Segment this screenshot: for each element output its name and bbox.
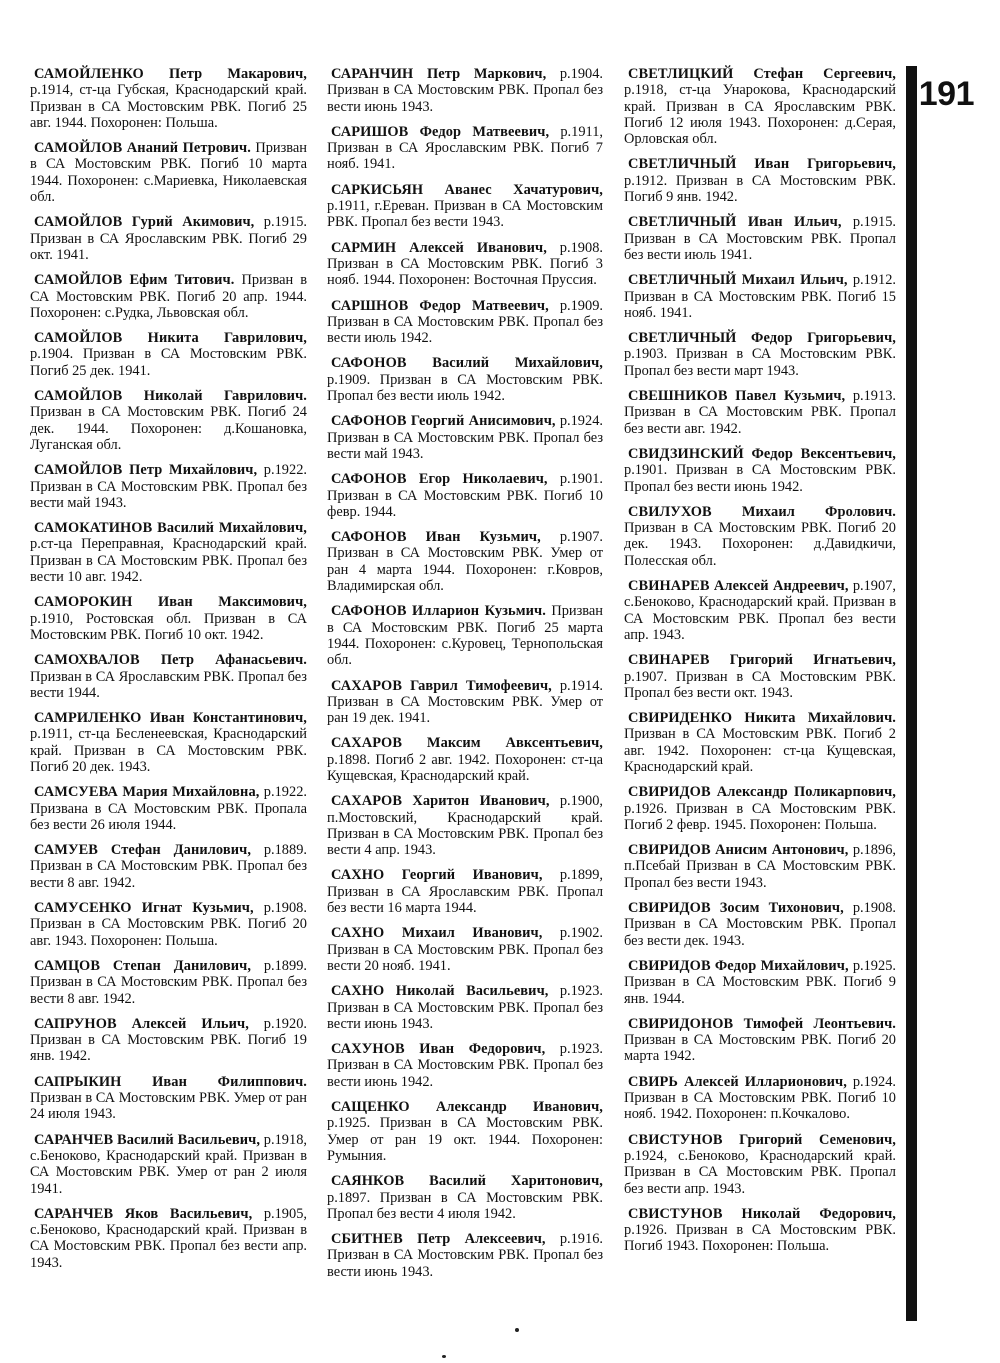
entry-text: р.1903. Призван в СА Мостовским РВК. Пропал без вести март 1943. <box>624 346 896 379</box>
memorial-entry <box>30 842 307 891</box>
memorial-entry <box>624 842 896 891</box>
memorial-entry <box>624 66 896 147</box>
memorial-entry <box>30 272 307 321</box>
memorial-entry <box>327 1173 603 1222</box>
entry-name: САХНО Михаил Иванович, <box>331 925 543 942</box>
memorial-entry <box>327 471 603 520</box>
entry-text: Призван в СА Мостовским РВК. Погиб 10 марта 1944. Похоронен: с.Мариевка, Николаевская обл. <box>30 140 307 206</box>
entry-text: р.1896, п.Псебай Призван в СА Мостовским РВК. Пропал без вести 1943. <box>624 842 896 891</box>
memorial-entry <box>30 1132 307 1197</box>
entry-text: Призван в СА Ярославским РВК. Пропал без вести 1944. <box>30 668 307 701</box>
entry-text: р.1911, г.Ереван. Призван в СА Мостовским РВК. Пропал без вести 1943. <box>327 198 603 231</box>
entry-text: р.1898. Погиб 2 авг. 1942. Похоронен: ст-ца Кущевская, Краснодарский край. <box>327 751 603 784</box>
entry-name: САМОКАТИНОВ Василий Михайлович, <box>34 520 307 537</box>
entry-name: СВИЛУХОВ Михаил Фролович. <box>628 503 896 520</box>
entry-name: САРАНЧИН Петр Маркович, <box>331 66 547 82</box>
memorial-entry <box>327 529 603 594</box>
entry-text: Призван в СА Мостовским РВК. Погиб 20 марта 1942. <box>624 1032 896 1065</box>
text-column-3 <box>624 66 896 1264</box>
print-speck <box>515 1328 519 1332</box>
entry-text: р.1918, ст-ца Унарокова, Краснодарский край. Призван в СА Ярославским РВК. Погиб 12 июля 1943. Похоронен: д.Серая, Орловская обл. <box>624 82 896 148</box>
memorial-entry <box>30 66 307 131</box>
memorial-entry <box>327 1041 603 1090</box>
memorial-entry <box>30 388 307 453</box>
memorial-entry <box>30 900 307 949</box>
entry-text: р.1909. Призван в СА Мостовским РВК. Пропал без вести июль 1942. <box>327 371 603 405</box>
memorial-entry <box>30 330 307 379</box>
memorial-entry <box>624 1206 896 1255</box>
entry-text: р.1901. Призван в СА Мостовским РВК. Погиб 10 февр. 1944. <box>327 471 603 520</box>
entry-text: р.1904. Призван в СА Мостовским РВК. Пропал без вести июнь 1943. <box>327 66 603 115</box>
entry-text: Призван в СА Мостовским РВК. Погиб 24 дек. 1944. Похоронен: д.Кошановка, Луганская обл. <box>30 404 307 453</box>
entry-text: р.1907. Призван в СА Мостовским РВК. Пропал без вести окт. 1943. <box>624 668 896 701</box>
entry-name: СВЕТЛИЧНЫЙ Михаил Ильич, <box>628 272 848 289</box>
entry-name: САМЦОВ Степан Данилович, <box>34 957 252 974</box>
entry-text: р.1923. Призван в СА Мостовским РВК. Пропал без вести июнь 1942. <box>327 1041 603 1090</box>
entry-name: САРАНЧЕВ Василий Васильевич, <box>34 1131 261 1148</box>
entry-name: САФОНОВ Иван Кузьмич, <box>331 529 541 546</box>
memorial-entry <box>327 678 603 727</box>
entry-name: САРКИСЬЯН Аванес Хачатурович, <box>331 181 603 198</box>
memorial-entry <box>327 1099 603 1164</box>
memorial-entry <box>624 1074 896 1123</box>
entry-text: р.1923. Призван в СА Мостовским РВК. Пропал без вести июнь 1943. <box>327 983 603 1032</box>
entry-name: САМРИЛЕНКО Иван Константинович, <box>34 710 307 727</box>
entry-name: САФОНОВ Василий Михайлович, <box>331 355 603 372</box>
entry-name: САПРЫКИН Иван Филиппович. <box>34 1073 307 1090</box>
entry-name: САРАНЧЕВ Яков Васильевич, <box>34 1205 253 1222</box>
entry-text: р.1920. Призван в СА Мостовским РВК. Погиб 19 янв. 1942. <box>30 1015 307 1065</box>
memorial-entry <box>327 413 603 462</box>
entry-name: САРИШОВ Федор Матвеевич, <box>331 123 550 140</box>
memorial-entry <box>327 983 603 1032</box>
entry-text: р.1918, с.Беноково, Краснодарский край. Призван в СА Мостовским РВК. Умер от ран 2 июля 1941. <box>30 1131 307 1197</box>
entry-text: р.1922. Призвана в СА Мостовским РВК. Пропала без вести 26 июля 1944. <box>30 784 307 833</box>
page-number: 191 <box>918 75 974 113</box>
entry-name: СВЕТЛИЧНЫЙ Иван Ильич, <box>628 214 842 231</box>
memorial-entry <box>30 1016 307 1065</box>
print-speck <box>442 1355 446 1358</box>
entry-text: р.1913. Призван в СА Мостовским РВК. Пропал без вести авг. 1942. <box>624 388 896 437</box>
entry-name: СВИРИДОВ Александр Поликарпович, <box>628 784 896 801</box>
memorial-entry <box>624 652 896 701</box>
entry-name: САМСУЕВА Мария Михайловна, <box>34 784 260 801</box>
memorial-entry <box>327 1231 603 1280</box>
memorial-entry <box>624 784 896 833</box>
memorial-entry <box>30 140 307 205</box>
entry-text: р.1924. Призван в СА Мостовским РВК. Пропал без вести май 1943. <box>327 413 603 462</box>
entry-text: р.1914, ст-ца Губская, Краснодарский край. Призван в СА Мостовским РВК. Погиб 25 авг. 1944. Похоронен: Польша. <box>30 82 307 131</box>
memorial-entry <box>327 124 603 173</box>
entry-name: СВИРИДОВ Федор Михайлович, <box>628 957 849 974</box>
entry-text: р.1922. Призван в СА Мостовским РВК. Пропал без вести май 1943. <box>30 462 307 511</box>
entry-text: Призван в СА Мостовским РВК. Погиб 20 дек. 1943. Похоронен: д.Давидкичи, Полесская обл. <box>624 520 896 569</box>
entry-name: СВИСТУНОВ Николай Федорович, <box>628 1205 896 1222</box>
entry-text: р.1908. Призван в СА Мостовским РВК. Погиб 20 авг. 1943. Похоронен: Польша. <box>30 900 307 949</box>
memorial-entry <box>30 784 307 833</box>
memorial-entry <box>30 958 307 1007</box>
entry-name: СВИНАРЕВ Григорий Игнатьевич, <box>628 652 896 669</box>
entry-name: САМУЕВ Стефан Данилович, <box>34 842 252 859</box>
entry-name: СВЕТЛИЧНЫЙ Федор Григорьевич, <box>628 330 896 347</box>
entry-text: р.1925. Призван в СА Мостовским РВК. Погиб 9 янв. 1944. <box>624 957 896 1007</box>
entry-name: СВИРИДЕНКО Никита Михайлович. <box>628 710 896 727</box>
entry-text: р.1907. Призван в СА Мостовским РВК. Умер от ран 4 марта 1944. Похоронен: г.Ковров, Владимирская обл. <box>327 529 603 595</box>
entry-name: САМОЙЛЕНКО Петр Макарович, <box>34 66 307 82</box>
entry-name: САМОЙЛОВ Ефим Титович. <box>34 272 235 289</box>
entry-text: р.1924. Призван в СА Мостовским РВК. Погиб 10 нояб. 1942. Похоронен: п.Кочкалово. <box>624 1073 896 1123</box>
memorial-entry <box>30 710 307 775</box>
memorial-entry <box>624 900 896 949</box>
entry-text: р.1924, с.Беноково, Краснодарский край. Призван в СА Мостовским РВК. Пропал без вести апр. 1943. <box>624 1147 896 1197</box>
entry-text: р.1909. Призван в СА Мостовским РВК. Пропал без вести июль 1942. <box>327 297 603 347</box>
entry-name: САФОНОВ Илларион Кузьмич. <box>331 603 546 620</box>
entry-text: р.ст-ца Переправная, Краснодарский край. Призван в СА Мостовским РВК. Пропал без вести 10 авг. 1942. <box>30 536 307 586</box>
entry-text: р.1904. Призван в СА Мостовским РВК. Погиб 25 дек. 1941. <box>30 346 307 379</box>
entry-text: Призван в СА Мостовским РВК. Погиб 2 авг. 1942. Похоронен: ст-ца Кущевская, Краснодарский край. <box>624 726 896 775</box>
memorial-entry <box>624 388 896 437</box>
memorial-entry <box>30 214 307 263</box>
entry-text: р.1926. Призван в СА Мостовским РВК. Погиб 1943. Похоронен: Польша. <box>624 1222 896 1255</box>
entry-name: СВИРЬ Алексей Илларионович, <box>628 1073 847 1090</box>
entry-text: р.1907, с.Беноково, Краснодарский край. Призван в СА Мостовским РВК. Пропал без вести апр. 1943. <box>624 578 896 643</box>
entry-name: САХАРОВ Гаврил Тимофеевич, <box>331 677 552 694</box>
memorial-entry <box>30 462 307 511</box>
entry-text: р.1912. Призван в СА Мостовским РВК. Погиб 9 янв. 1942. <box>624 172 896 206</box>
memorial-entry <box>624 710 896 775</box>
entry-text: р.1925. Призван в СА Мостовским РВК. Умер от ран 19 окт. 1944. Похоронен: Румыния. <box>327 1115 603 1164</box>
entry-text: р.1900, п.Мостовский, Краснодарский край. Призван в СА Мостовским РВК. Пропал без вести 4 апр. 1943. <box>327 793 603 859</box>
entry-name: СВИДЗИНСКИЙ Федор Вексентьевич, <box>628 445 896 462</box>
memorial-entry <box>624 1132 896 1197</box>
memorial-entry <box>30 1074 307 1123</box>
entry-text: р.1916. Призван в СА Мостовским РВК. Пропал без вести июнь 1943. <box>327 1231 603 1280</box>
entry-name: САМОЙЛОВ Никита Гаврилович, <box>34 330 307 347</box>
entry-name: САРМИН Алексей Иванович, <box>331 239 547 256</box>
entry-name: САХУНОВ Иван Федорович, <box>331 1041 546 1058</box>
entry-text: р.1915. Призван в СА Ярославским РВК. Погиб 29 окт. 1941. <box>30 214 307 263</box>
memorial-entry <box>624 156 896 205</box>
entry-name: СВЕТЛИЦКИЙ Стефан Сергеевич, <box>628 66 896 82</box>
entry-text: р.1901. Призван в СА Мостовским РВК. Пропал без вести июнь 1942. <box>624 462 896 495</box>
entry-name: САМОЙЛОВ Николай Гаврилович. <box>34 388 307 405</box>
entry-text: р.1911, ст-ца Бесленеевская, Краснодарский край. Призван в СА Мостовским РВК. Погиб 20 дек. 1943. <box>30 726 307 775</box>
entry-text: р.1899, Призван в СА Ярославским РВК. Пропал без вести 16 марта 1944. <box>327 867 603 917</box>
memorial-entry <box>327 603 603 668</box>
entry-name: СБИТНЕВ Петр Алексеевич, <box>331 1231 546 1248</box>
entry-text: Призван в СА Мостовским РВК. Погиб 20 апр. 1944. Похоронен: с.Рудка, Львовская обл. <box>30 272 307 321</box>
entry-name: СВЕТЛИЧНЫЙ Иван Григорьевич, <box>628 156 896 173</box>
memorial-entry <box>30 594 307 643</box>
entry-text: р.1912. Призван в СА Мостовским РВК. Погиб 15 нояб. 1941. <box>624 272 896 321</box>
entry-text: Призван в СА Мостовским РВК. Погиб 25 марта 1944. Похоронен: с.Куровец, Тернопольская обл. <box>327 603 603 669</box>
entry-text: р.1914. Призван в СА Мостовским РВК. Умер от ран 19 дек. 1941. <box>327 677 603 727</box>
entry-text: р.1926. Призван в СА Мостовским РВК. Погиб 2 февр. 1945. Похоронен: Польша. <box>624 800 896 833</box>
entry-name: САЯНКОВ Василий Харитонович, <box>331 1173 603 1190</box>
entry-name: САМОХВАЛОВ Петр Афанасьевич. <box>34 652 307 669</box>
text-column-1 <box>30 66 307 1280</box>
entry-text: р.1905, с.Беноково, Краснодарский край. Призван в СА Мостовским РВК. Пропал без вести апр. 1943. <box>30 1205 307 1271</box>
memorial-entry <box>30 652 307 701</box>
memorial-entry <box>624 504 896 569</box>
entry-name: САМУСЕНКО Игнат Кузьмич, <box>34 900 254 917</box>
memorial-entry <box>327 182 603 231</box>
entry-name: СВИНАРЕВ Алексей Андреевич, <box>628 578 849 595</box>
entry-name: САХАРОВ Харитон Иванович, <box>331 793 550 810</box>
entry-text: Призван в СА Мостовским РВК. Умер от ран 24 июля 1943. <box>30 1090 307 1123</box>
entry-name: СВИСТУНОВ Григорий Семенович, <box>628 1131 896 1148</box>
thumb-index-bar <box>906 66 917 1321</box>
entry-name: САФОНОВ Георгий Анисимович, <box>331 413 556 430</box>
memorial-entry <box>327 735 603 784</box>
entry-name: СВИРИДОНОВ Тимофей Леонтьевич. <box>628 1015 896 1032</box>
entry-text: р.1910, Ростовская обл. Призван в СА Мостовским РВК. Погиб 10 окт. 1942. <box>30 610 307 643</box>
entry-text: р.1908. Призван в СА Мостовским РВК. Пропал без вести дек. 1943. <box>624 900 896 949</box>
memorial-entry <box>624 330 896 379</box>
entry-name: САХАРОВ Максим Авксентьевич, <box>331 735 603 752</box>
memorial-entry <box>327 66 603 115</box>
entry-name: САФОНОВ Егор Николаевич, <box>331 471 548 488</box>
memorial-entry <box>327 925 603 974</box>
entry-text: р.1908. Призван в СА Мостовским РВК. Погиб 3 нояб. 1944. Похоронен: Восточная Пруссия. <box>327 239 603 289</box>
memorial-entry <box>624 958 896 1007</box>
entry-name: САМОЙЛОВ Петр Михайлович, <box>34 462 258 479</box>
entry-name: САХНО Георгий Иванович, <box>331 867 543 884</box>
entry-name: САМОРОКИН Иван Максимович, <box>34 594 307 611</box>
memorial-entry <box>327 240 603 289</box>
memorial-entry <box>327 867 603 916</box>
entry-name: САРШНОВ Федор Матвеевич, <box>331 297 549 314</box>
entry-name: СВЕШНИКОВ Павел Кузьмич, <box>628 388 846 405</box>
memorial-entry <box>30 520 307 585</box>
memorial-entry <box>327 355 603 404</box>
memorial-entry <box>624 446 896 495</box>
memorial-entry <box>624 214 896 263</box>
entry-name: САМОЙЛОВ Гурий Акимович, <box>34 214 255 231</box>
memorial-entry <box>624 1016 896 1065</box>
entry-text: р.1902. Призван в СА Мостовским РВК. Пропал без вести 20 нояб. 1941. <box>327 925 603 974</box>
entry-name: САМОЙЛОВ Ананий Петрович. <box>34 140 251 157</box>
entry-text: р.1899. Призван в СА Мостовским РВК. Пропал без вести 8 авг. 1942. <box>30 957 307 1007</box>
entry-name: СВИРИДОВ Зосим Тихонович, <box>628 900 844 917</box>
memorial-entry <box>327 298 603 347</box>
entry-text: р.1911, Призван в СА Ярославским РВК. Погиб 7 нояб. 1941. <box>327 123 603 173</box>
memorial-entry <box>30 1206 307 1271</box>
entry-name: САЩЕНКО Александр Иванович, <box>331 1099 603 1116</box>
memorial-entry <box>624 578 896 643</box>
text-column-2 <box>327 66 603 1289</box>
entry-name: СВИРИДОВ Анисим Антонович, <box>628 842 849 859</box>
entry-text: р.1897. Призван в СА Мостовским РВК. Пропал без вести 4 июля 1942. <box>327 1189 603 1222</box>
entry-text: р.1915. Призван в СА Мостовским РВК. Пропал без вести июль 1941. <box>624 214 896 263</box>
memorial-entry <box>624 272 896 321</box>
memorial-entry <box>327 793 603 858</box>
entry-text: р.1889. Призван в СА Мостовским РВК. Пропал без вести 8 авг. 1942. <box>30 842 307 891</box>
entry-name: САХНО Николай Васильевич, <box>331 983 549 1000</box>
entry-name: САПРУНОВ Алексей Ильич, <box>34 1015 249 1032</box>
